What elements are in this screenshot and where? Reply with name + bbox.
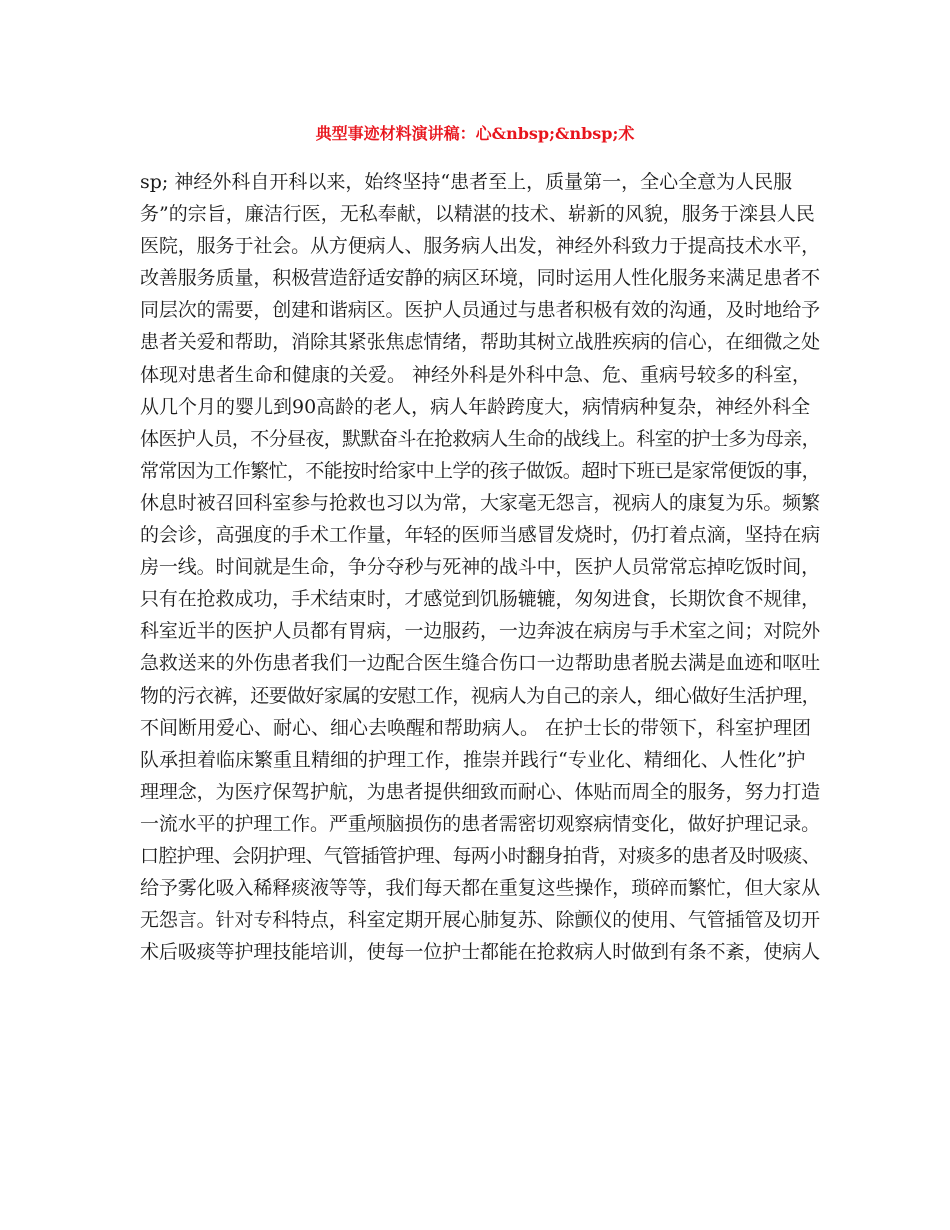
body-text-line: 一流水平的护理工作。严重颅脑损伤的患者需密切观察病情变化，做好护理记录。 [140, 812, 820, 835]
body-text-line: 口腔护理、会阴护理、气管插管护理、每两小时翻身拍背，对痰多的患者及时吸痰、 [140, 844, 820, 867]
body-text-line: 同层次的需要，创建和谐病区。医护人员通过与患者积极有效的沟通，及时地给予 [140, 299, 820, 322]
body-text-line: 给予雾化吸入稀释痰液等等，我们每天都在重复这些操作，琐碎而繁忙，但大家从 [140, 877, 820, 900]
body-text-line: 体医护人员，不分昼夜，默默奋斗在抢救病人生命的战线上。科室的护士多为母亲， [140, 427, 820, 450]
body-text-line: 队承担着临床繁重且精细的护理工作，推崇并践行“专业化、精细化、人性化”护 [140, 748, 806, 771]
document-body [140, 166, 820, 968]
body-text-line: 医院，服务于社会。从方便病人、服务病人出发，神经外科致力于提高技术水平， [140, 235, 820, 258]
body-text-line: 不间断用爱心、耐心、细心去唤醒和帮助病人。 在护士长的带领下，科室护理团 [140, 716, 812, 739]
body-text-line: 科室近半的医护人员都有胃病，一边服药，一边奔波在病房与手术室之间；对院外 [140, 620, 820, 643]
body-text-line: 只有在抢救成功，手术结束时，才感觉到饥肠辘辘，匆匆进食，长期饮食不规律， [140, 588, 820, 611]
body-text-line: 改善服务质量，积极营造舒适安静的病区环境，同时运用人性化服务来满足患者不 [140, 267, 820, 290]
body-text-line: 常常因为工作繁忙，不能按时给家中上学的孩子做饭。超时下班已是家常便饭的事， [140, 459, 820, 482]
body-text-line: 理理念，为医疗保驾护航，为患者提供细致而耐心、体贴而周全的服务，努力打造 [140, 780, 820, 803]
body-text-line: 急救送来的外伤患者我们一边配合医生缝合伤口一边帮助患者脱去满是血迹和呕吐 [140, 652, 820, 675]
body-text-line: sp; 神经外科自开科以来，始终坚持“患者至上，质量第一，全心全意为人民服 [140, 171, 793, 193]
body-text-line: 患者关爱和帮助，消除其紧张焦虑情绪，帮助其树立战胜疾病的信心，在细微之处 [140, 331, 820, 354]
body-text-line: 房一线。时间就是生命，争分夺秒与死神的战斗中，医护人员常常忘掉吃饭时间， [140, 556, 820, 579]
document-title: 典型事迹材料演讲稿：心&nbsp;&nbsp;术 [315, 124, 635, 143]
body-text-line: 从几个月的婴儿到90高龄的老人，病人年龄跨度大，病情病种复杂，神经外科全 [140, 395, 811, 418]
body-text-line: 务”的宗旨，廉洁行医，无私奉献，以精湛的技术、崭新的风貌，服务于滦县人民 [140, 203, 815, 226]
body-text-line: 的会诊，高强度的手术工作量，年轻的医师当感冒发烧时，仍打着点滴，坚持在病 [140, 524, 820, 547]
body-text-line: 体现对患者生命和健康的关爱。 神经外科是外科中急、危、重病号较多的科室， [140, 363, 812, 386]
body-text-line: 术后吸痰等护理技能培训，使每一位护士都能在抢救病人时做到有条不紊，使病人 [140, 941, 820, 964]
body-text-line: 无怨言。针对专科特点，科室定期开展心肺复苏、除颤仪的使用、气管插管及切开 [140, 909, 820, 932]
body-text-line: 休息时被召回科室参与抢救也习以为常，大家毫无怨言，视病人的康复为乐。频繁 [140, 491, 820, 514]
body-text-line: 物的污衣裤，还要做好家属的安慰工作，视病人为自己的亲人，细心做好生活护理， [140, 684, 820, 707]
